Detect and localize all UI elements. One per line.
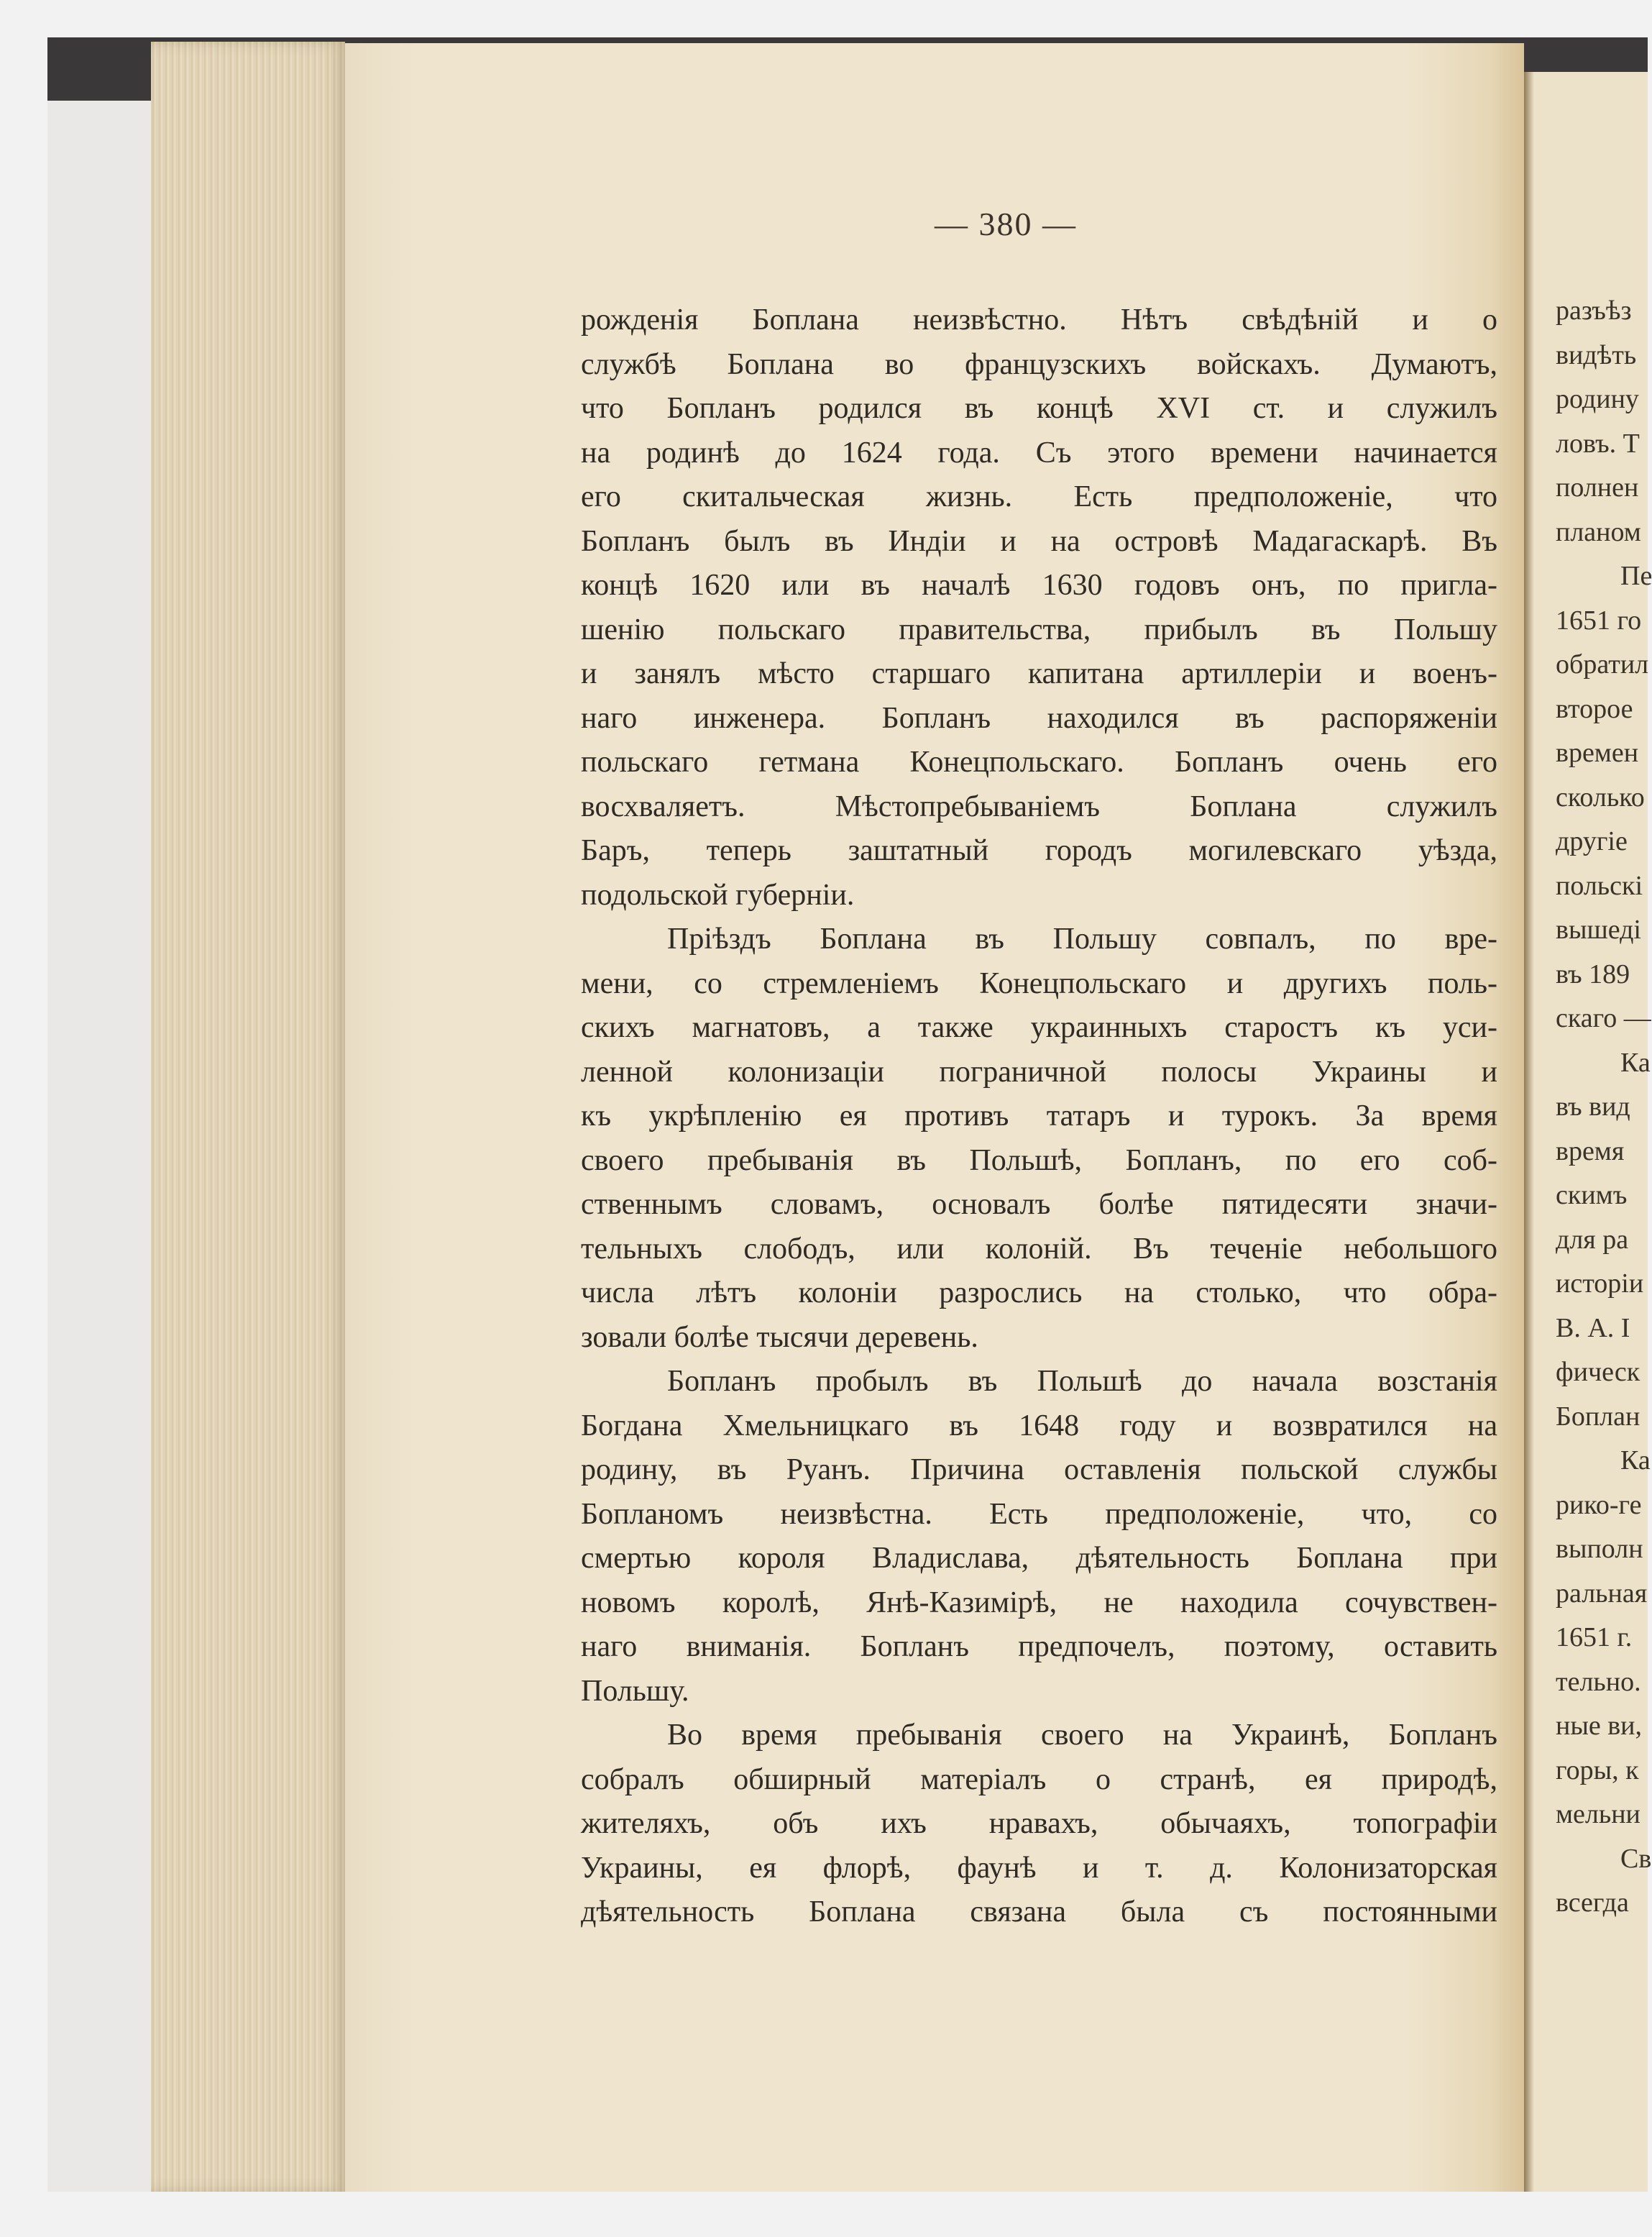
facing-text-line: Св <box>1620 1843 1652 1874</box>
facing-text-line: мельни <box>1556 1799 1640 1829</box>
text-line: на родинѣ до 1624 года. Съ этого времени начинается <box>581 436 1497 470</box>
underlying-sheet <box>47 101 155 2192</box>
text-line: ственнымъ словамъ, основалъ болѣе пятидесяти значи- <box>581 1188 1497 1221</box>
text-line: дѣятельность Боплана связана была съ постоянными <box>581 1895 1497 1929</box>
page-number: — 380 — <box>935 206 1077 242</box>
facing-text-line: горы, к <box>1556 1755 1639 1785</box>
facing-text-line: планом <box>1556 516 1641 547</box>
text-line: Украины, ея флорѣ, фаунѣ и т. д. Колонизаторская <box>581 1851 1497 1885</box>
facing-text-line: выполн <box>1556 1534 1643 1564</box>
facing-text-line: въ 189 <box>1556 959 1630 989</box>
text-line: Бопланомъ неизвѣстна. Есть предположеніе, что, со <box>581 1497 1497 1531</box>
text-line: службѣ Боплана во французскихъ войскахъ. Думаютъ, <box>581 347 1497 381</box>
facing-text-line: польскі <box>1556 870 1643 901</box>
facing-text-line: полнен <box>1556 472 1639 503</box>
text-line: скихъ магнатовъ, а также украинныхъ старостъ къ уси- <box>581 1011 1497 1044</box>
facing-page-text <box>1556 289 1652 1926</box>
facing-text-line: В. А. І <box>1556 1312 1630 1343</box>
text-line: шенію польскаго правительства, прибылъ въ Польшу <box>581 613 1497 646</box>
text-line: наго вниманія. Бопланъ предпочелъ, поэтому, оставить <box>581 1630 1497 1663</box>
text-line: жителяхъ, объ ихъ нравахъ, обычаяхъ, топографіи <box>581 1807 1497 1840</box>
text-line: восхваляетъ. Мѣстопребываніемъ Боплана служилъ <box>581 790 1497 823</box>
text-line: смертью короля Владислава, дѣятельность Боплана при <box>581 1542 1497 1575</box>
facing-text-line: скаго — <box>1556 1003 1651 1033</box>
text-line: зовали болѣе тысячи деревень. <box>581 1320 978 1354</box>
facing-text-line: ловъ. Т <box>1556 428 1640 459</box>
facing-text-line: для ра <box>1556 1224 1629 1255</box>
facing-text-line: фическ <box>1556 1357 1640 1387</box>
facing-text-line: видѣть <box>1556 339 1637 370</box>
text-line: Во время пребыванія своего на Украинѣ, Бопланъ <box>667 1719 1497 1752</box>
facing-text-line: ральная <box>1556 1578 1648 1609</box>
facing-text-line: ные ви, <box>1556 1711 1643 1741</box>
facing-text-line: время <box>1556 1135 1625 1166</box>
facing-text-line: Боплан <box>1556 1401 1640 1432</box>
facing-text-line: въ вид <box>1556 1092 1630 1122</box>
text-line: Богдана Хмельницкаго въ 1648 году и возвратился на <box>581 1409 1497 1442</box>
text-line: ленной колонизаціи пограничной полосы Украины и <box>581 1055 1497 1089</box>
text-line: къ укрѣпленію ея противъ татаръ и турокъ. За время <box>581 1099 1497 1133</box>
text-line: наго инженера. Бопланъ находился въ распоряженіи <box>581 701 1497 735</box>
text-line: что Бопланъ родился въ концѣ XVI ст. и служилъ <box>581 392 1497 425</box>
text-line: Бопланъ былъ въ Индіи и на островѣ Мадагаскарѣ. Въ <box>581 524 1497 558</box>
text-line: своего пребыванія въ Польшѣ, Бопланъ, по его соб- <box>581 1143 1497 1177</box>
facing-text-line: сколько <box>1556 782 1645 813</box>
facing-text-line: обратил <box>1556 649 1649 680</box>
text-line: родину, въ Руанъ. Причина оставленія польской службы <box>581 1453 1497 1486</box>
text-line: мени, со стремленіемъ Конецпольскаго и другихъ поль- <box>581 966 1497 1000</box>
facing-text-line: времен <box>1556 738 1639 768</box>
facing-text-line: Ка <box>1620 1047 1651 1078</box>
text-line: рожденія Боплана неизвѣстно. Нѣтъ свѣдѣній и о <box>581 303 1497 337</box>
page-text <box>581 298 1497 1935</box>
page-edges <box>151 42 345 2192</box>
text-line: тельныхъ слободъ, или колоній. Въ теченіе небольшого <box>581 1232 1497 1266</box>
facing-text-line: второе <box>1556 693 1633 724</box>
text-line: числа лѣтъ колоніи разрослись на столько, что обра- <box>581 1276 1497 1309</box>
text-line: польскаго гетмана Конецпольскаго. Бопланъ очень его <box>581 746 1497 779</box>
text-line: подольской губерніи. <box>581 878 855 912</box>
facing-text-line: другіе <box>1556 826 1628 856</box>
facing-text-line: 1651 г. <box>1556 1622 1633 1652</box>
facing-text-line: разъѣз <box>1556 296 1632 326</box>
text-line: его скитальческая жизнь. Есть предположеніе, что <box>581 480 1497 513</box>
facing-text-line: вышеді <box>1556 915 1641 945</box>
text-line: Баръ, теперь заштатный городъ могилевскаго уѣзда, <box>581 834 1497 867</box>
text-line: и занялъ мѣсто старшаго капитана артиллеріи и военъ- <box>581 657 1497 690</box>
text-line: Польшу. <box>581 1674 689 1708</box>
facing-text-line: Пе <box>1620 561 1652 591</box>
text-line: Пріѣздъ Боплана въ Польшу совпалъ, по вре- <box>667 923 1497 956</box>
facing-text-line: тельно. <box>1556 1666 1641 1697</box>
text-line: концѣ 1620 или въ началѣ 1630 годовъ онъ, по пригла- <box>581 569 1497 602</box>
facing-text-line: 1651 го <box>1556 605 1642 636</box>
facing-text-line: родину <box>1556 384 1639 414</box>
facing-text-line: всегда <box>1556 1888 1629 1918</box>
text-line: Бопланъ пробылъ въ Польшѣ до начала возстанія <box>667 1365 1497 1398</box>
facing-text-line: Ка <box>1620 1445 1651 1476</box>
facing-text-line: рико-ге <box>1556 1489 1642 1520</box>
text-line: собралъ обширный матеріалъ о странѣ, ея природѣ, <box>581 1762 1497 1796</box>
facing-text-line: исторіи <box>1556 1268 1644 1299</box>
text-line: новомъ королѣ, Янѣ-Казимірѣ, не находила сочувствен- <box>581 1586 1497 1619</box>
facing-text-line: скимъ <box>1556 1180 1628 1210</box>
